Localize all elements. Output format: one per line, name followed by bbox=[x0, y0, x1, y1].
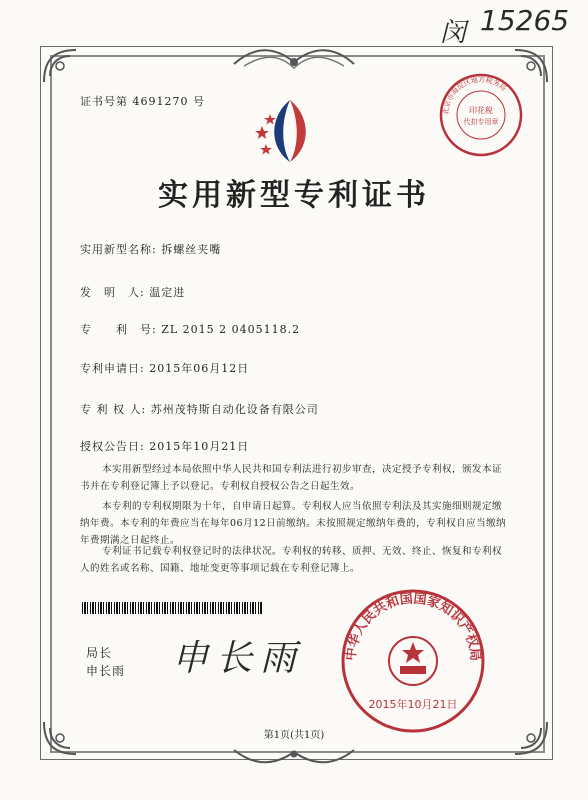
cert-no-label: 证书号第 bbox=[80, 95, 128, 108]
field-patentee bbox=[80, 401, 319, 417]
field-application-date bbox=[80, 360, 249, 376]
field-value: 2015年10月21日 bbox=[149, 440, 250, 453]
field-label: 专 利 权 人: bbox=[80, 403, 147, 416]
signature-title: 局长 bbox=[86, 646, 113, 660]
tax-stamp-ring-text: 北京市海淀区地方税务局 bbox=[441, 75, 508, 116]
tax-stamp-line-2: 代扣专用章 bbox=[463, 118, 499, 126]
field-label: 发 明 人: bbox=[80, 286, 145, 299]
tax-stamp bbox=[438, 72, 524, 158]
field-value: 苏州茂特斯自动化设备有限公司 bbox=[150, 403, 319, 416]
barcode bbox=[82, 602, 262, 614]
ornament-bottom-icon bbox=[224, 744, 364, 768]
certificate-number bbox=[80, 93, 205, 109]
paragraph-grant: 本实用新型经过本局依照中华人民共和国专利法进行初步审查，决定授予专利权，颁发本证书并在专利登记簿上予以登记。专利权自授权公告之日起生效。 bbox=[80, 464, 503, 492]
official-seal bbox=[338, 586, 488, 736]
field-label: 授权公告日: bbox=[80, 440, 145, 453]
national-emblem-icon bbox=[389, 637, 437, 685]
field-value: 温定进 bbox=[149, 286, 186, 299]
field-label: 实用新型名称: bbox=[80, 243, 157, 256]
field-grant-date bbox=[80, 438, 249, 454]
field-inventor bbox=[80, 284, 185, 300]
tax-stamp-line-1: 印花税 bbox=[469, 106, 493, 115]
official-seal-ring-text: 中华人民共和国国家知识产权局 bbox=[343, 591, 483, 662]
field-label: 专 利 号: bbox=[80, 323, 157, 336]
field-value: ZL 2015 2 0405118.2 bbox=[161, 323, 301, 336]
paragraph-term: 本专利的专利权期限为十年，自申请日起算。专利权人应当依照专利法及其实施细则规定缴纳年费。本专利的年费应当在每年06月12日前缴纳。未按照规定缴纳年费的，专利权自应当缴纳年费期满之日起终止。 bbox=[80, 501, 507, 546]
handwritten-signature: 申长雨 bbox=[172, 638, 305, 679]
handwritten-mark: 闵 bbox=[440, 18, 467, 48]
cert-no-value: 4691270 bbox=[132, 95, 189, 108]
field-value: 2015年06月12日 bbox=[149, 362, 250, 375]
page-title: 实用新型专利证书 bbox=[158, 178, 430, 213]
field-label: 专利申请日: bbox=[80, 362, 145, 375]
cert-no-suffix: 号 bbox=[193, 95, 205, 108]
ornament-top-icon bbox=[224, 44, 364, 74]
field-patent-number bbox=[80, 321, 300, 337]
patent-office-emblem-icon bbox=[250, 96, 330, 166]
handwritten-number: 15265 bbox=[480, 4, 570, 37]
page-footer: 第1页(共1页) bbox=[263, 730, 325, 741]
field-name bbox=[80, 241, 221, 257]
field-value: 拆螺丝夹嘴 bbox=[161, 243, 222, 256]
official-seal-date: 2015年10月21日 bbox=[368, 698, 458, 711]
corner-ornament-icon bbox=[40, 46, 80, 86]
signature-name: 申长雨 bbox=[86, 664, 126, 678]
paragraph-registry: 专利证书记载专利权登记时的法律状况。专利权的转移、质押、无效、终止、恢复和专利权人的姓名或名称、国籍、地址变更等事项记载在专利登记簿上。 bbox=[80, 546, 503, 574]
